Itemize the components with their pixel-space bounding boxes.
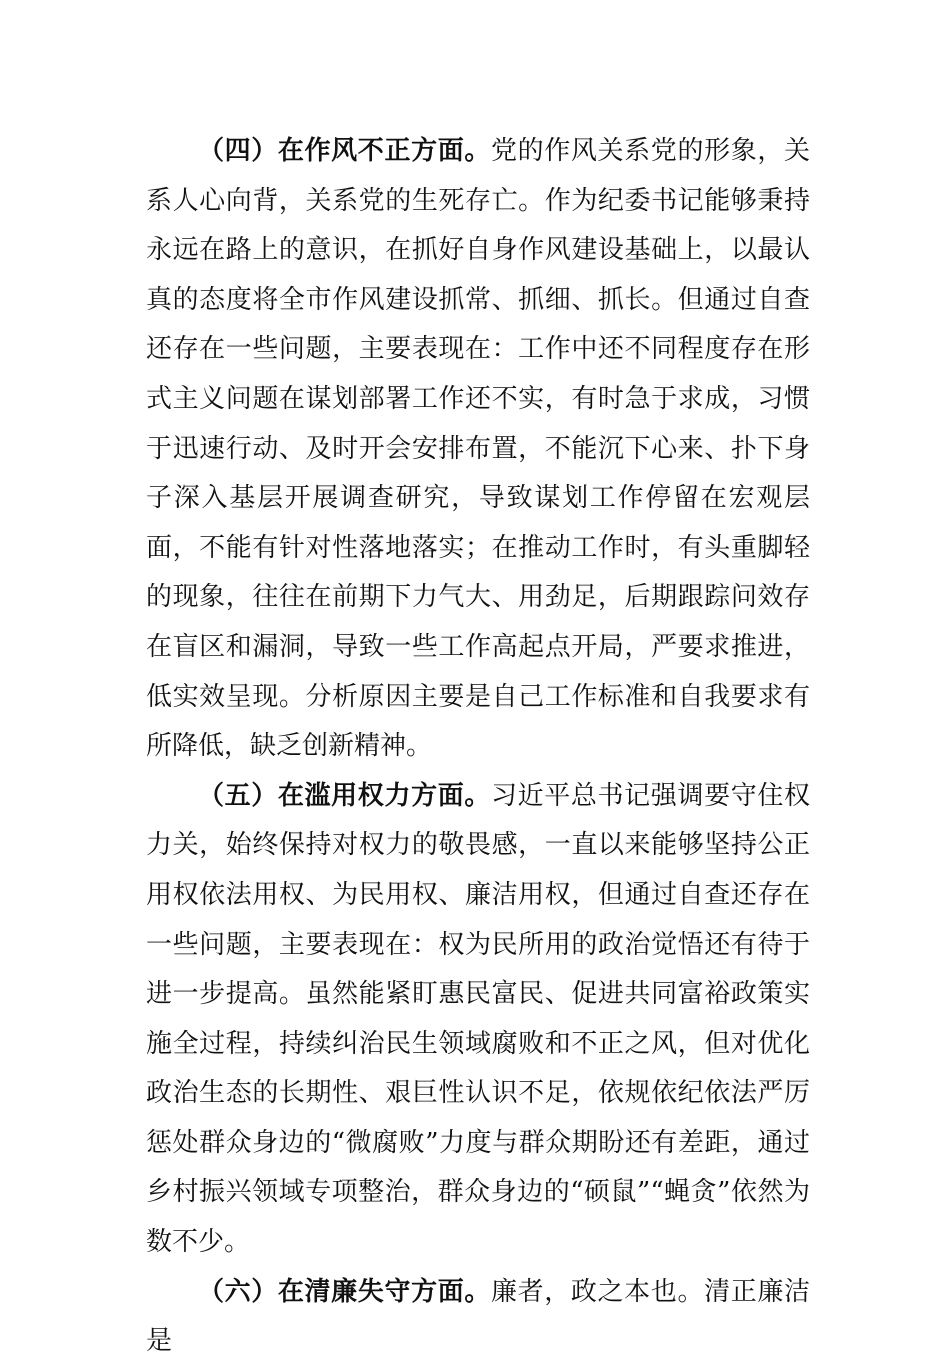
paragraph-style <box>146 127 810 772</box>
paragraph-integrity <box>146 1268 810 1367</box>
paragraph-body: 廉者，政之本也。清正廉洁是 <box>146 1276 810 1357</box>
document-page <box>146 127 810 1367</box>
paragraph-heading: （四）在作风不正方面。 <box>198 136 491 166</box>
paragraph-body: 习近平总书记强调要守住权力关，始终保持对权力的敬畏感，一直以来能够坚持公正用权依法用权、为民用权、廉洁用权，但通过自查还存在一些问题，主要表现在：权为民所用的政治觉悟还有待于进一步提高。虽然能紧盯惠民富民、促进共同富裕政策实施全过程，持续纠治民生领域腐败和不正之风，但对优化政治生态的长期性、艰巨性认识不足，依规依纪依法严厉惩处群众身边的“微腐败”力度与群众期盼还有差距，通过乡村振兴领域专项整治，群众身边的“硕鼠”“蝇贪”依然为数不少。 <box>146 780 810 1258</box>
paragraph-heading: （五）在滥用权力方面。 <box>198 780 491 811</box>
paragraph-power <box>146 772 810 1268</box>
paragraph-body: 党的作风关系党的形象，关系人心向背，关系党的生死存亡。作为纪委书记能够秉持永远在路上的意识，在抓好自身作风建设基础上，以最认真的态度将全市作风建设抓常、抓细、抓长。但通过自查还存在一些问题，主要表现在：工作中还不同程度存在形式主义问题在谋划部署工作还不实，有时急于求成，习惯于迅速行动、及时开会安排布置，不能沉下心来、扑下身子深入基层开展调查研究，导致谋划工作停留在宏观层面，不能有针对性落地落实；在推动工作时，有头重脚轻的现象，往往在前期下力气大、用劲足，后期跟踪问效存在盲区和漏洞，导致一些工作高起点开局，严要求推进，低实效呈现。分析原因主要是自己工作标准和自我要求有所降低，缺乏创新精神。 <box>146 136 810 762</box>
paragraph-heading: （六）在清廉失守方面。 <box>198 1276 491 1307</box>
